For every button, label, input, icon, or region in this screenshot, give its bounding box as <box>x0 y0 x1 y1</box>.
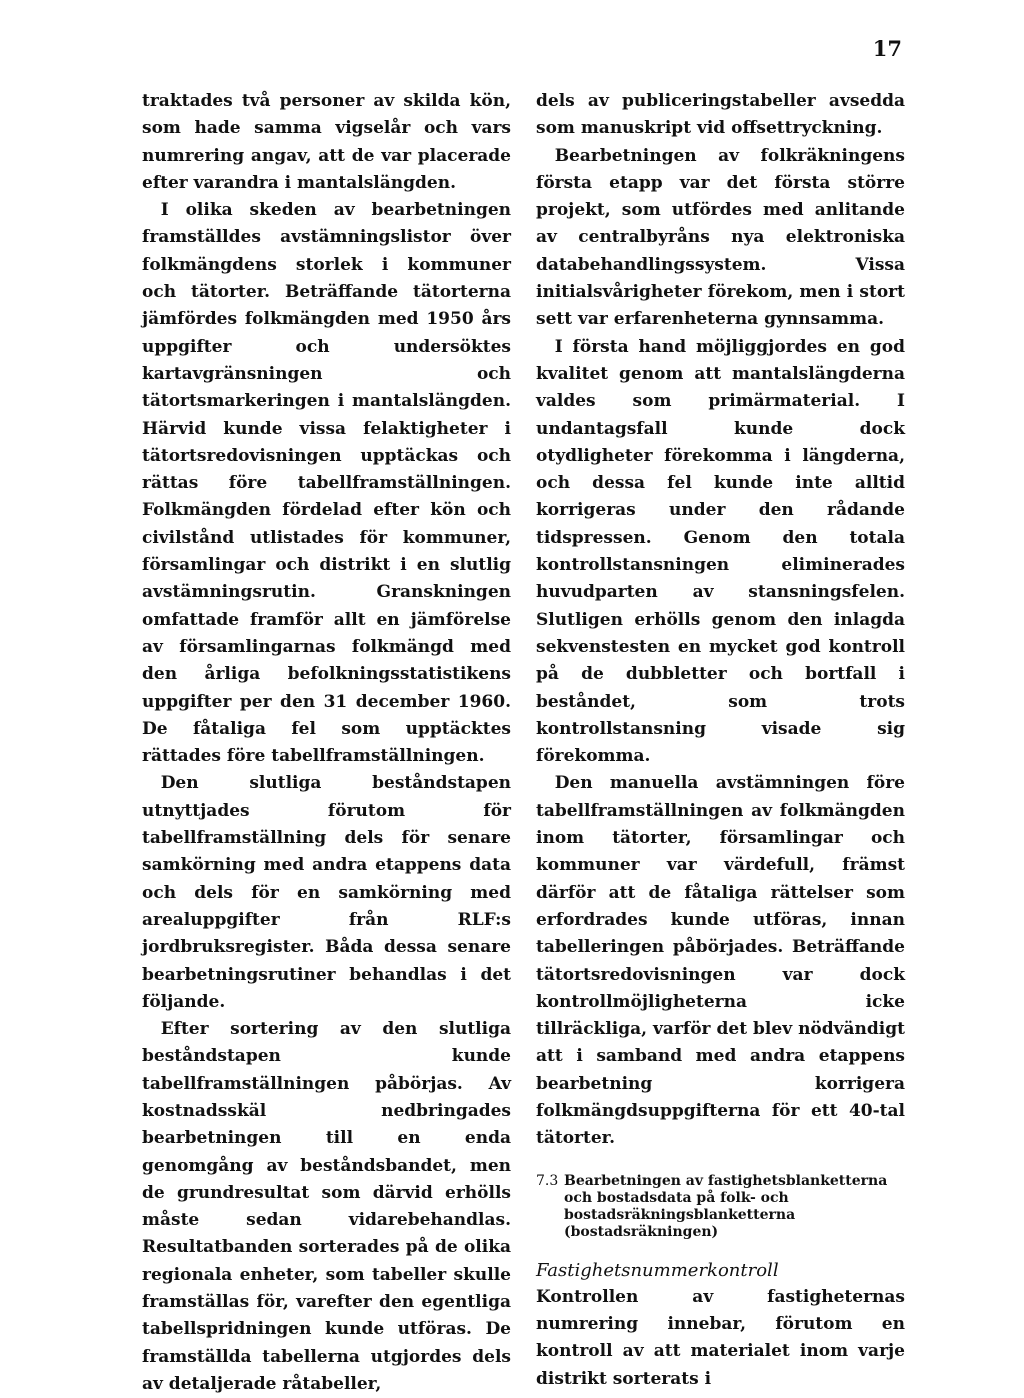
paragraph: Kontrollen av fastigheternas numrering innebar, förutom en kontroll av att materialet inom varje distrikt sorterats i <box>536 1286 905 1389</box>
page-number: 17 <box>872 36 902 61</box>
paragraph: Den manuella avstämningen före tabellframställningen av folkmängden inom tätorter, församlingar och kommuner var värdefull, främst därför att de fåtaliga rättelser som erfordrades kunde utföras, innan tabelleringen påbörjades. Beträffande tätortsredovisningen var dock kontrollmöjligheterna icke tillräckliga, varför det blev nödvändigt att i samband med andra etappens bearbetning korrigera folkmängdsuppgifterna för ett 40-tal tätorter. <box>536 773 905 1149</box>
section-title: Bearbetningen av fastighetsblanketterna och bostadsdata på folk- och bostadsräkningsblanketterna (bostadsräkningen) <box>564 1172 888 1240</box>
section-heading <box>536 1173 905 1241</box>
paragraph: I olika skeden av bearbetningen framställdes avstämningslistor över folkmängdens storlek i kommuner och tätorter. Beträffande tätorterna jämfördes folkmängden med 1950 års uppgifter och undersöktes kartavgränsningen och tätortsmarkeringen i mantalslängden. Härvid kunde vissa felaktigheter i tätortsredovisningen upptäckas och rättas före tabellframställningen. Folkmängden fördelad efter kön och civilstånd utlistades för kommuner, församlingar och distrikt i en slutlig avstämningsrutin. Granskningen omfattade framför allt en jämförelse av församlingarnas folkmängd med den årliga befolkningsstatistikens uppgifter per den 31 december 1960. De fåtaliga fel som upptäcktes rättades före tabellframställningen. <box>142 200 511 767</box>
right-column <box>536 88 905 1393</box>
paragraph: Bearbetningen av folkräkningens första etapp var det första större projekt, som utfördes med anlitande av centralbyråns nya elektroniska databehandlingssystem. Vissa initialsvårigheter förekom, men i stort sett var erfarenheterna gynnsamma. <box>536 145 905 330</box>
paragraph: Efter sortering av den slutliga beståndstapen kunde tabellframställningen påbörjas. Av kostnadsskäl nedbringades bearbetningen till en enda genomgång av beståndsbandet, men de grundresultat som därvid erhölls måste sedan vidarebehandlas. Resultatbanden sorterades på de olika regionala enheter, som tabeller skulle framställas för, varefter den egentliga tabellspridningen kunde utföras. De framställda tabellerna utgjordes dels av detaljerade råtabeller, <box>142 1019 511 1394</box>
paragraph: Den slutliga beståndstapen utnyttjades förutom för tabellframställning dels för senare samkörning med andra etappens data och dels för en samkörning med arealuppgifter från RLF:s jordbruksregister. Båda dessa senare bearbetningsrutiner behandlas i det följande. <box>142 773 511 1012</box>
paragraph: dels av publiceringstabeller avsedda som manuskript vid offsettryckning. <box>536 91 905 139</box>
subheading: Fastighetsnummerkontroll <box>536 1259 779 1281</box>
section-number: 7.3 <box>536 1172 559 1189</box>
left-column <box>142 88 511 1398</box>
paragraph: traktades två personer av skilda kön, som hade samma vigselår och vars numrering angav, att de var placerade efter varandra i mantalslängden. <box>142 91 511 193</box>
paragraph: I första hand möjliggjordes en god kvalitet genom att mantalslängderna valdes som primärmaterial. I undantagsfall kunde dock otydligheter förekomma i längderna, och dessa fel kunde inte alltid korrigeras under den rådande tidspressen. Genom den totala kontrollstansningen eliminerades huvudparten av stansningsfelen. Slutligen erhölls genom den inlagda sekvenstesten en mycket god kontroll på de dubbletter och bortfall i beståndet, som trots kontrollstansning visade sig förekomma. <box>536 336 905 767</box>
